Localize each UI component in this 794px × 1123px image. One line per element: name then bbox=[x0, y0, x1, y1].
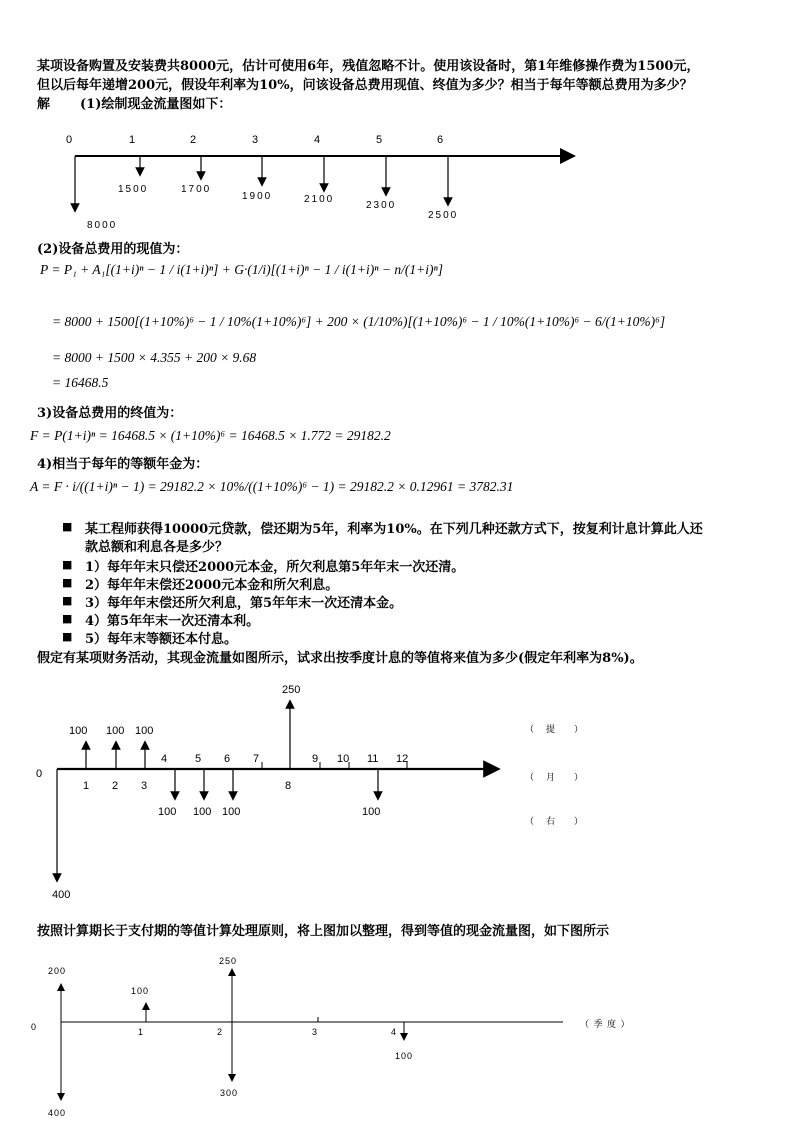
d3-inflow-250: 250 bbox=[219, 956, 238, 966]
d2-unit-fragment-1c: ） bbox=[574, 724, 585, 734]
d2-period-11: 11 bbox=[367, 753, 379, 765]
d1-outflow-3: 1900 bbox=[242, 191, 273, 202]
d2-unit-fragment-1b: 提 bbox=[546, 724, 557, 734]
d3-period-3: 3 bbox=[312, 1027, 319, 1037]
d1-outflow-4: 2100 bbox=[304, 194, 335, 205]
d2-unit-fragment-3a: （ bbox=[525, 816, 536, 826]
d3-inflow-100: 100 bbox=[131, 986, 150, 996]
d2-period-2: 2 bbox=[112, 780, 119, 792]
problem3-cont-text: 按照计算期长于支付期的等值计算处理原则，将上图加以整理，得到等值的现金流量图，如下图所示 bbox=[37, 924, 610, 939]
d2-period-4: 4 bbox=[161, 753, 168, 765]
d1-outflow-1: 1500 bbox=[118, 184, 149, 195]
d1-period-3: 3 bbox=[252, 134, 259, 146]
d1-outflow-5: 2300 bbox=[366, 200, 397, 211]
bullet-icon: ■ bbox=[62, 520, 73, 533]
d3-unit-label: （ 季 度 ） bbox=[580, 1019, 631, 1029]
problem2-item-4: 4）第5年年末一次还清本利。 bbox=[85, 614, 260, 629]
d3-period-2: 2 bbox=[217, 1027, 224, 1037]
d2-inflow-3: 100 bbox=[135, 725, 154, 737]
bullet-icon: ■ bbox=[62, 630, 73, 643]
problem2-item-5: 5）每年末等额还本付息。 bbox=[85, 632, 238, 647]
d2-outflow-0: 400 bbox=[52, 889, 71, 901]
d2-period-12: 12 bbox=[396, 753, 409, 765]
d2-outflow-4: 100 bbox=[158, 806, 177, 818]
d3-period-1: 1 bbox=[138, 1027, 145, 1037]
d2-period-3: 3 bbox=[141, 780, 148, 792]
step2-formula-line4: = 16468.5 bbox=[52, 375, 109, 390]
d2-period-8: 8 bbox=[285, 780, 292, 792]
d1-period-1: 1 bbox=[129, 134, 136, 146]
d3-period-0: 0 bbox=[31, 1022, 38, 1032]
d2-unit-fragment-3c: ） bbox=[574, 816, 585, 826]
solution-label: 解 bbox=[37, 97, 51, 112]
d2-unit-fragment-2c: ） bbox=[574, 772, 585, 782]
d2-unit-fragment-3b: 右 bbox=[546, 816, 557, 826]
d1-period-5: 5 bbox=[376, 134, 383, 146]
problem2-item-0-cont: 款总额和利息各是多少？ bbox=[85, 540, 229, 555]
step1-heading: (1)绘制现金流量图如下： bbox=[80, 97, 232, 112]
d1-outflow-0: 8000 bbox=[87, 220, 118, 231]
step2-formula-line1: P = P₁ + A₁[(1+i)ⁿ − 1 / i(1+i)ⁿ] + G·(1/i)[(1+i)ⁿ − 1 / i(1+i)ⁿ − n/(1+i)ⁿ] bbox=[40, 262, 443, 277]
d2-inflow-2: 100 bbox=[106, 725, 125, 737]
d3-outflow-300: 300 bbox=[220, 1088, 239, 1098]
problem1-line1: 某项设备购置及安装费共8000元，估计可使用6年，残值忽略不计。使用该设备时，第1年维修操作费为1500元， bbox=[37, 59, 700, 74]
d2-period-6: 6 bbox=[224, 753, 231, 765]
d3-inflow-200: 200 bbox=[48, 966, 67, 976]
d1-period-4: 4 bbox=[314, 134, 321, 146]
problem2-item-0: 某工程师获得10000元贷款，偿还期为5年，利率为10%。在下列几种还款方式下，按复利计息计算此人还 bbox=[85, 522, 703, 537]
d2-period-9: 9 bbox=[312, 753, 319, 765]
bullet-icon: ■ bbox=[62, 612, 73, 625]
step2-formula-line2: = 8000 + 1500[(1+10%)⁶ − 1 / 10%(1+10%)⁶] + 200 × (1/10%)[(1+10%)⁶ − 1 / 10%(1+10%)⁶ − 6/(1+10%)⁶] bbox=[52, 314, 666, 329]
bullet-icon: ■ bbox=[62, 594, 73, 607]
d3-outflow-100: 100 bbox=[395, 1051, 414, 1061]
d1-outflow-2: 1700 bbox=[181, 184, 212, 195]
step2-heading: (2)设备总费用的现值为： bbox=[37, 242, 189, 257]
d2-period-1: 1 bbox=[83, 780, 90, 792]
d2-period-7: 7 bbox=[253, 753, 260, 765]
d2-inflow-250: 250 bbox=[282, 684, 301, 696]
d3-period-4: 4 bbox=[391, 1027, 398, 1037]
bullet-icon: ■ bbox=[62, 558, 73, 571]
problem2-item-2: 2）每年年末偿还2000元本金和所欠利息。 bbox=[85, 578, 339, 593]
step3-heading: 3)设备总费用的终值为： bbox=[37, 406, 183, 421]
d2-outflow-5: 100 bbox=[193, 806, 212, 818]
step4-formula: A = F · i/((1+i)ⁿ − 1) = 29182.2 × 10%/((1+10%)⁶ − 1) = 29182.2 × 0.12961 = 3782.31 bbox=[30, 479, 514, 494]
d2-unit-fragment-1a: （ bbox=[525, 724, 536, 734]
d3-outflow-400: 400 bbox=[48, 1108, 67, 1118]
step4-heading: 4)相当于每年的等额年金为： bbox=[37, 457, 209, 472]
step2-formula-line3: = 8000 + 1500 × 4.355 + 200 × 9.68 bbox=[52, 350, 257, 365]
d2-period-0: 0 bbox=[36, 768, 43, 780]
step3-formula: F = P(1+i)ⁿ = 16468.5 × (1+10%)⁶ = 16468.5 × 1.772 = 29182.2 bbox=[30, 428, 391, 443]
d2-unit-fragment-2b: 月 bbox=[546, 772, 557, 782]
d2-inflow-1: 100 bbox=[69, 725, 88, 737]
problem1-line2: 但以后每年递增200元，假设年利率为10%，问该设备总费用现值、终值为多少？相当于每年等额总费用为多少？ bbox=[37, 78, 693, 93]
problem3-text: 假定有某项财务活动，其现金流量如图所示，试求出按季度计息的等值将来值为多少(假定年利率为8%)。 bbox=[37, 651, 643, 666]
problem2-item-3: 3）每年年末偿还所欠利息，第5年年末一次还清本金。 bbox=[85, 596, 403, 611]
d2-period-5: 5 bbox=[195, 753, 202, 765]
d1-period-2: 2 bbox=[190, 134, 197, 146]
d2-outflow-6: 100 bbox=[222, 806, 241, 818]
d2-outflow-11: 100 bbox=[362, 806, 381, 818]
d2-unit-fragment-2a: （ bbox=[525, 772, 536, 782]
d1-period-6: 6 bbox=[437, 134, 444, 146]
bullet-icon: ■ bbox=[62, 576, 73, 589]
d2-period-10: 10 bbox=[337, 753, 350, 765]
problem2-item-1: 1）每年年末只偿还2000元本金，所欠利息第5年年末一次还清。 bbox=[85, 560, 465, 575]
d1-period-0: 0 bbox=[66, 134, 73, 146]
d1-outflow-6: 2500 bbox=[428, 210, 459, 221]
